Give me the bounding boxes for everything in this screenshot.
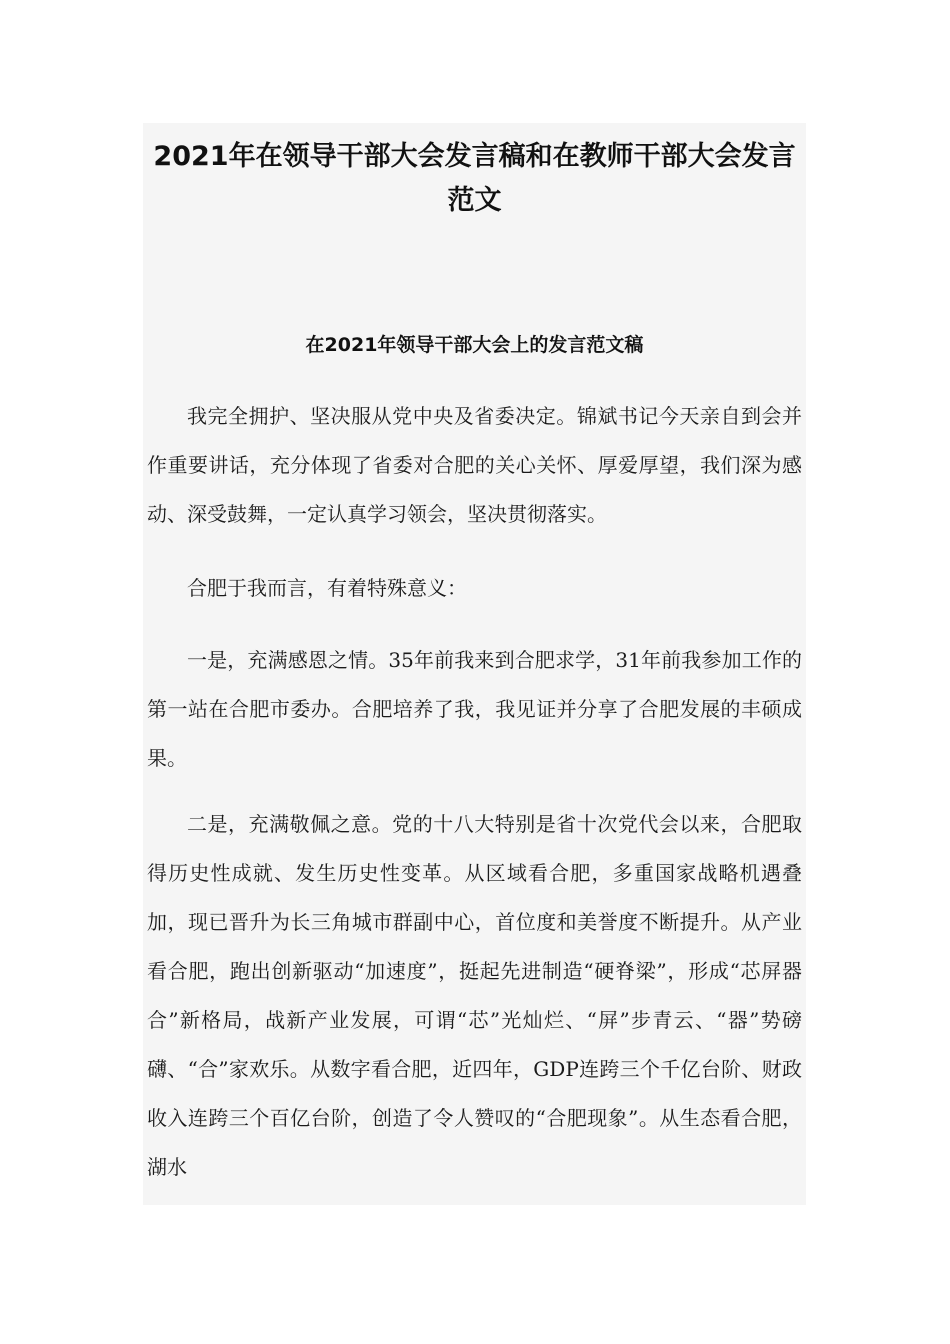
section-title: 在2021年领导干部大会上的发言范文稿 [305, 334, 644, 356]
body-paragraph: 二是，充满敬佩之意。党的十八大特别是省十次党代会以来，合肥取得历史性成就、发生历史性变革。从区域看合肥，多重国家战略机遇叠加，现已晋升为长三角城市群副中心，首位度和美誉度不断提升。从产业看合肥，跑出创新驱动“加速度”，挺起先进制造“硬脊梁”，形成“芯屏器合”新格局，战新产业发展，可谓“芯”光灿烂、“屏”步青云、“器”势磅礴、“合”家欢乐。从数字看合肥，近四年，GDP连跨三个千亿台阶、财政收入连跨三个百亿台阶，创造了令人赞叹的“合肥现象”。从生态看合肥，湖水 [147, 812, 802, 1179]
body-paragraph: 我完全拥护、坚决服从党中央及省委决定。锦斌书记今天亲自到会并作重要讲话，充分体现了省委对合肥的关心关怀、厚爱厚望，我们深为感动、深受鼓舞，一定认真学习领会，坚决贯彻落实。 [147, 404, 802, 526]
document-page [143, 123, 806, 1205]
document-title: 2021年在领导干部大会发言稿和在教师干部大会发言范文 [153, 141, 796, 216]
body-paragraph: 一是，充满感恩之情。35年前我来到合肥求学，31年前我参加工作的第一站在合肥市委办。合肥培养了我，我见证并分享了合肥发展的丰硕成果。 [147, 648, 802, 770]
body-paragraph: 合肥于我而言，有着特殊意义： [187, 576, 467, 600]
